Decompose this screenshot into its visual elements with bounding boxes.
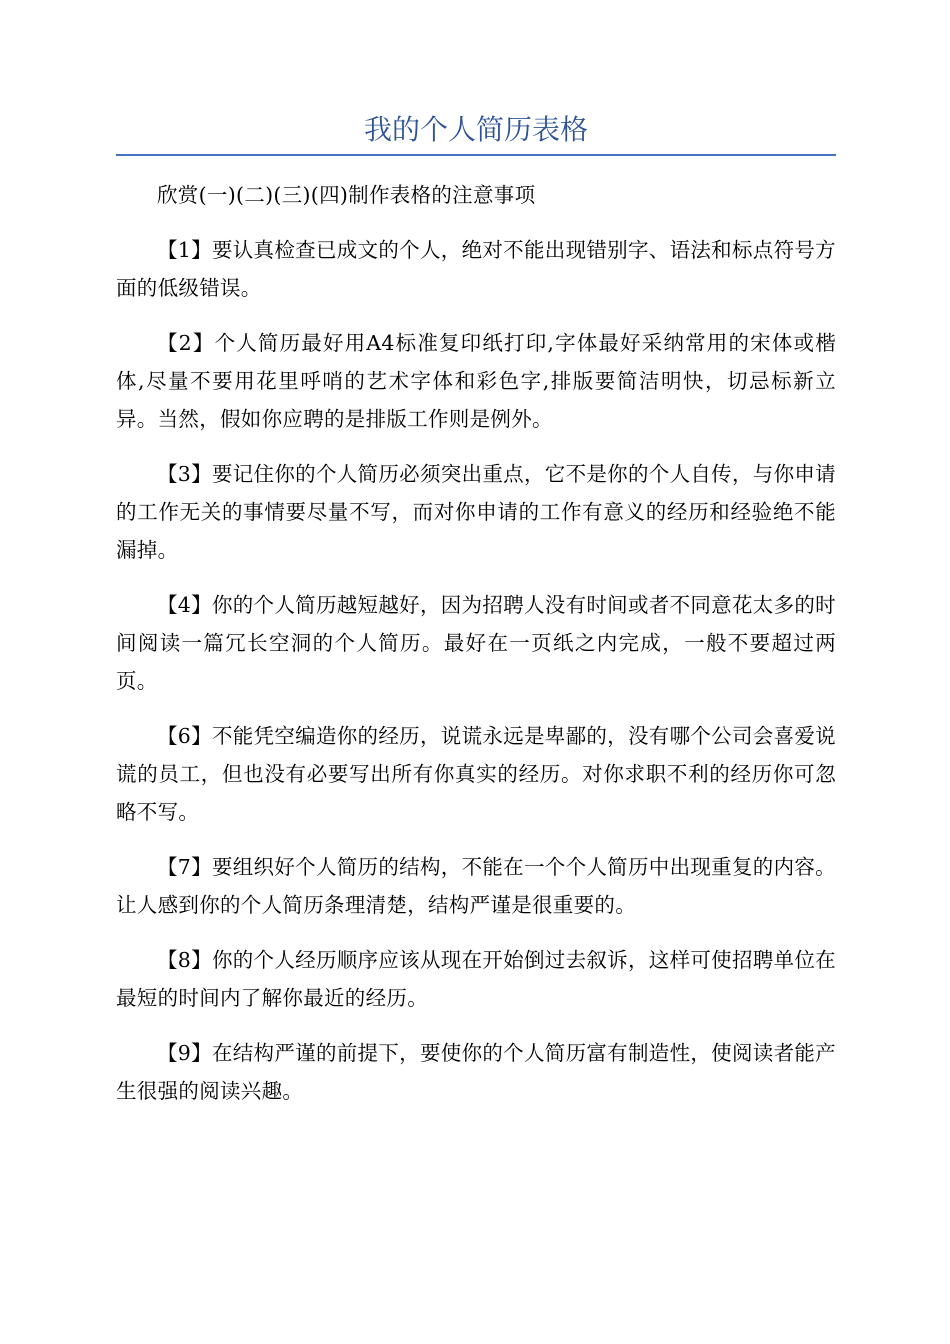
document-page <box>116 0 836 1127</box>
paragraph-tip-2: 【2】个人简历最好用A4标准复印纸打印,字体最好采纳常用的宋体或楷体,尽量不要用花里呼哨的艺术字体和彩色字,排版要简洁明快，切忌标新立异。当然，假如你应聘的是排版工作则是例外。 <box>116 331 836 431</box>
paragraph-tip-8: 【8】你的个人经历顺序应该从现在开始倒过去叙诉，这样可使招聘单位在最短的时间内了解你最近的经历。 <box>116 948 836 1010</box>
document-body <box>116 176 836 1110</box>
paragraph-tip-3: 【3】要记住你的个人简历必须突出重点，它不是你的个人自传，与你申请的工作无关的事情要尽量不写，而对你申请的工作有意义的经历和经验绝不能漏掉。 <box>116 462 836 562</box>
paragraph-intro: 欣赏(一)(二)(三)(四)制作表格的注意事项 <box>157 183 536 207</box>
paragraph-tip-4: 【4】你的个人简历越短越好，因为招聘人没有时间或者不同意花太多的时间阅读一篇冗长空洞的个人简历。最好在一页纸之内完成，一般不要超过两页。 <box>116 593 836 693</box>
paragraph-tip-6: 【6】不能凭空编造你的经历，说谎永远是卑鄙的，没有哪个公司会喜爱说谎的员工，但也没有必要写出所有你真实的经历。对你求职不利的经历你可忽略不写。 <box>116 724 836 824</box>
paragraph-tip-9: 【9】在结构严谨的前提下，要使你的个人简历富有制造性，使阅读者能产生很强的阅读兴趣。 <box>116 1041 836 1103</box>
paragraph-tip-1: 【1】要认真检查已成文的个人，绝对不能出现错别字、语法和标点符号方面的低级错误。 <box>116 238 836 300</box>
paragraph-tip-7: 【7】要组织好个人简历的结构，不能在一个个人简历中出现重复的内容。让人感到你的个人简历条理清楚，结构严谨是很重要的。 <box>116 855 836 917</box>
page-title: 我的个人简历表格 <box>363 113 588 146</box>
title-underline <box>116 154 836 156</box>
